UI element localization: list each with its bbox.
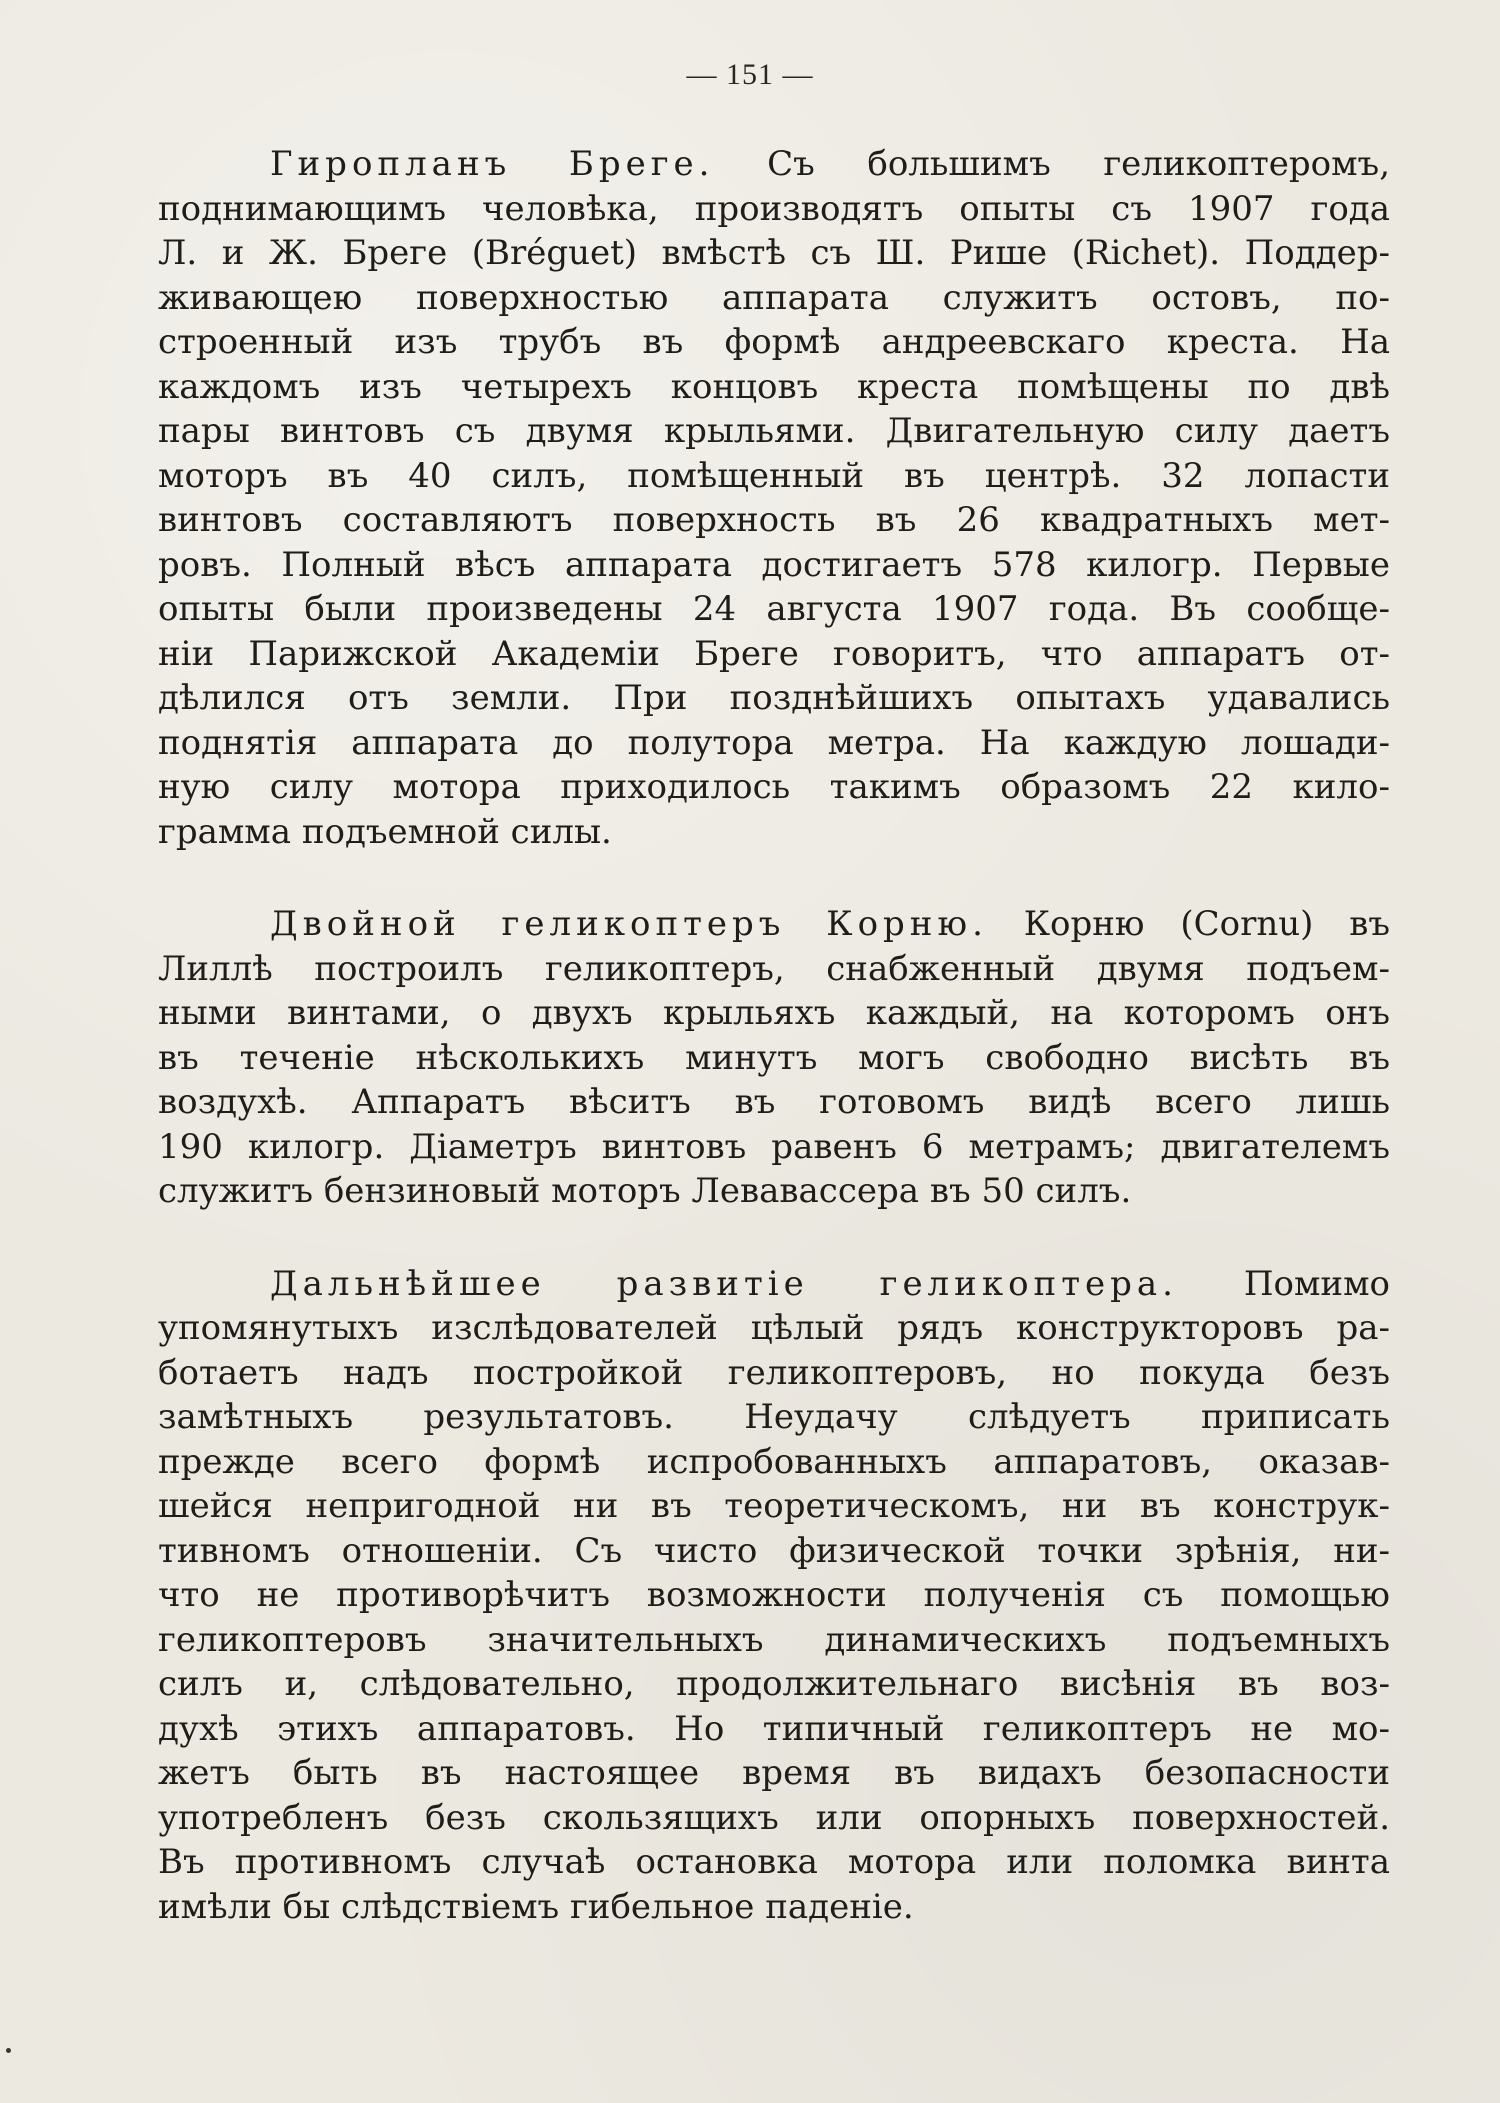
text-line: имѣли бы слѣдствіемъ гибельное паденіе.	[158, 1886, 914, 1927]
text-fragment: Помимо	[1177, 1263, 1390, 1304]
text-line: поднятія аппарата до полутора метра. На каждую лошади-	[158, 722, 1390, 763]
text-line: служитъ бензиновый моторъ Левавассера въ 50 силъ.	[158, 1171, 1132, 1211]
text-line: 190 килогр. Діаметръ винтовъ равенъ 6 метрамъ; двигателемъ	[158, 1126, 1390, 1167]
text-line: прежде всего формѣ испробованныхъ аппаратовъ, оказав-	[158, 1441, 1390, 1482]
text-fragment: Съ большимъ геликоптеромъ,	[714, 144, 1390, 184]
text-fragment: Корню (Cornu) въ	[987, 904, 1390, 944]
page-number: — 151 —	[686, 58, 814, 91]
text-line: опыты были произведены 24 августа 1907 года. Въ сообще-	[158, 589, 1390, 629]
print-speck	[6, 2048, 11, 2053]
page-body	[158, 142, 1390, 1977]
section-heading: Дальнѣйшее развитіе геликоптера.	[270, 1263, 1178, 1304]
text-line: геликоптеровъ значительныхъ динамическихъ подъемныхъ	[158, 1619, 1390, 1660]
text-line: живающею поверхностью аппарата служитъ остовъ, по-	[158, 277, 1390, 318]
text-line: моторъ въ 40 силъ, помѣщенный въ центрѣ. 32 лопасти	[158, 455, 1390, 496]
paragraph-dvoinoi-gelikopter	[158, 902, 1390, 1214]
text-line: грамма подъемной силы.	[158, 811, 612, 852]
text-line: ботаетъ надъ постройкой геликоптеровъ, но покуда безъ	[158, 1352, 1390, 1393]
text-line: упомянутыхъ изслѣдователей цѣлый рядъ конструкторовъ ра-	[158, 1308, 1390, 1348]
paragraph-first-line	[158, 1262, 1390, 1307]
text-line: Въ противномъ случаѣ остановка мотора или поломка винта	[158, 1842, 1390, 1882]
text-line: духѣ этихъ аппаратовъ. Но типичный геликоптеръ не мо-	[158, 1708, 1390, 1749]
paragraph-first-line	[158, 902, 1390, 947]
text-line: ную силу мотора приходилось такимъ образомъ 22 кило-	[158, 767, 1390, 807]
text-line: ными винтами, о двухъ крыльяхъ каждый, на которомъ онъ	[158, 993, 1390, 1033]
text-line: ровъ. Полный вѣсъ аппарата достигаетъ 578 килогр. Первые	[158, 544, 1390, 585]
section-heading: Гиропланъ Бреге.	[270, 144, 715, 184]
text-line: воздухѣ. Аппаратъ вѣситъ въ готовомъ видѣ всего лишь	[158, 1082, 1390, 1122]
text-line: употребленъ безъ скользящихъ или опорныхъ поверхностей.	[158, 1797, 1390, 1838]
section-heading: Двойной геликоптеръ Корню.	[270, 904, 988, 944]
text-line: что не противорѣчитъ возможности полученія съ помощью	[158, 1575, 1390, 1615]
text-line: поднимающимъ человѣка, производятъ опыты съ 1907 года	[158, 188, 1390, 229]
text-line: тивномъ отношеніи. Съ чисто физической точки зрѣнія, ни-	[158, 1530, 1390, 1571]
text-line: Лиллѣ построилъ геликоптеръ, снабженный двумя подъем-	[158, 948, 1390, 989]
text-line: пары винтовъ съ двумя крыльями. Двигательную силу даетъ	[158, 411, 1390, 451]
text-line: замѣтныхъ результатовъ. Неудачу слѣдуетъ приписать	[158, 1397, 1390, 1437]
text-line: дѣлился отъ земли. При позднѣйшихъ опытахъ удавались	[158, 678, 1390, 718]
text-line: силъ и, слѣдовательно, продолжительнаго висѣнія въ воз-	[158, 1664, 1390, 1704]
text-line: въ теченіе нѣсколькихъ минутъ могъ свободно висѣть въ	[158, 1037, 1390, 1078]
text-line: Л. и Ж. Бреге (Bréguet) вмѣстѣ съ Ш. Рише (Richet). Поддер-	[158, 233, 1390, 273]
text-line: ніи Парижской Академіи Бреге говоритъ, что аппаратъ от-	[158, 633, 1390, 674]
text-line: жетъ быть въ настоящее время въ видахъ безопасности	[158, 1753, 1390, 1793]
text-line: шейся непригодной ни въ теоретическомъ, ни въ конструк-	[158, 1486, 1390, 1526]
text-line: каждомъ изъ четырехъ концовъ креста помѣщены по двѣ	[158, 366, 1390, 407]
text-line: винтовъ составляютъ поверхность въ 26 квадратныхъ мет-	[158, 500, 1390, 540]
text-line: строенный изъ трубъ въ формѣ андреевскаго креста. На	[158, 322, 1390, 362]
paragraph-first-line	[158, 142, 1390, 187]
paragraph-dalneishee-razvitie	[158, 1262, 1390, 1930]
paragraph-giroplan-brege	[158, 142, 1390, 854]
